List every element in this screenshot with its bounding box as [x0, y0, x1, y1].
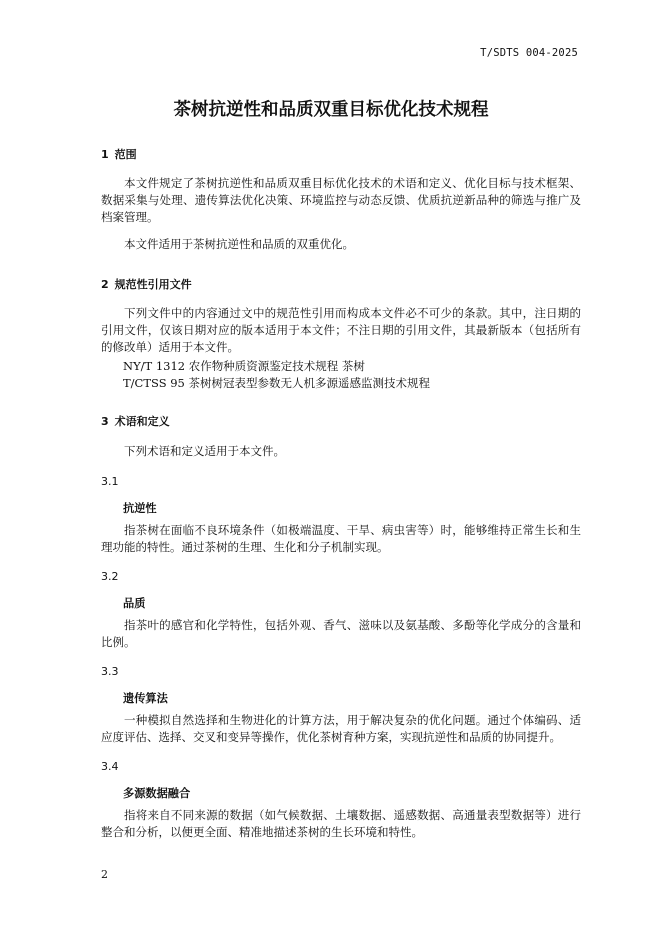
scope-paragraph-2: 本文件适用于茶树抗逆性和品质的双重优化。	[124, 237, 354, 251]
term-name: 多源数据融合	[123, 787, 191, 800]
term-number: 3.2	[101, 570, 119, 583]
terms-intro: 下列术语和定义适用于本文件。	[124, 444, 285, 458]
reference-item: T/CTSS 95 茶树树冠表型参数无人机多源遥感监测技术规程	[123, 376, 431, 390]
section-number: 3	[101, 415, 109, 428]
section-heading-1	[101, 146, 137, 162]
section-number: 1	[101, 148, 109, 161]
section-title: 术语和定义	[114, 415, 170, 428]
term-number: 3.4	[101, 760, 119, 773]
section-heading-3	[101, 413, 170, 429]
reference-item: NY/T 1312 农作物种质资源鉴定技术规程 茶树	[123, 359, 365, 373]
document-title: 茶树抗逆性和品质双重目标优化技术规程	[173, 100, 489, 120]
term-definition: 一种模拟自然选择和生物进化的计算方法，用于解决复杂的优化问题。通过个体编码、适应度评估、选择、交叉和变异等操作，优化茶树育种方案，实现抗逆性和品质的协同提升。	[101, 713, 581, 744]
section-heading-2	[101, 276, 192, 292]
section-title: 范围	[114, 148, 137, 161]
term-definition: 指茶叶的感官和化学特性，包括外观、香气、滋味以及氨基酸、多酚等化学成分的含量和比例。	[101, 618, 581, 649]
section-number: 2	[101, 278, 109, 291]
term-number: 3.3	[101, 665, 119, 678]
normative-paragraph: 下列文件中的内容通过文中的规范性引用而构成本文件必不可少的条款。其中，注日期的引用文件，仅该日期对应的版本适用于本文件；不注日期的引用文件，其最新版本（包括所有的修改单）适用于本文件。	[101, 306, 581, 354]
term-name: 抗逆性	[123, 502, 157, 515]
term-number: 3.1	[101, 475, 119, 488]
standard-code: T/SDTS 004-2025	[480, 47, 578, 59]
term-name: 遗传算法	[123, 692, 168, 705]
section-title: 规范性引用文件	[114, 278, 192, 291]
term-definition: 指茶树在面临不良环境条件（如极端温度、干旱、病虫害等）时，能够维持正常生长和生理功能的特性。通过茶树的生理、生化和分子机制实现。	[101, 523, 581, 554]
term-name: 品质	[123, 597, 146, 610]
term-definition: 指将来自不同来源的数据（如气候数据、土壤数据、遥感数据、高通量表型数据等）进行整合和分析，以便更全面、精准地描述茶树的生长环境和特性。	[101, 808, 581, 839]
scope-paragraph-1: 本文件规定了茶树抗逆性和品质双重目标优化技术的术语和定义、优化目标与技术框架、数据采集与处理、遗传算法优化决策、环境监控与动态反馈、优质抗逆新品种的筛选与推广及档案管理。	[101, 176, 581, 224]
page-number: 2	[101, 868, 108, 881]
